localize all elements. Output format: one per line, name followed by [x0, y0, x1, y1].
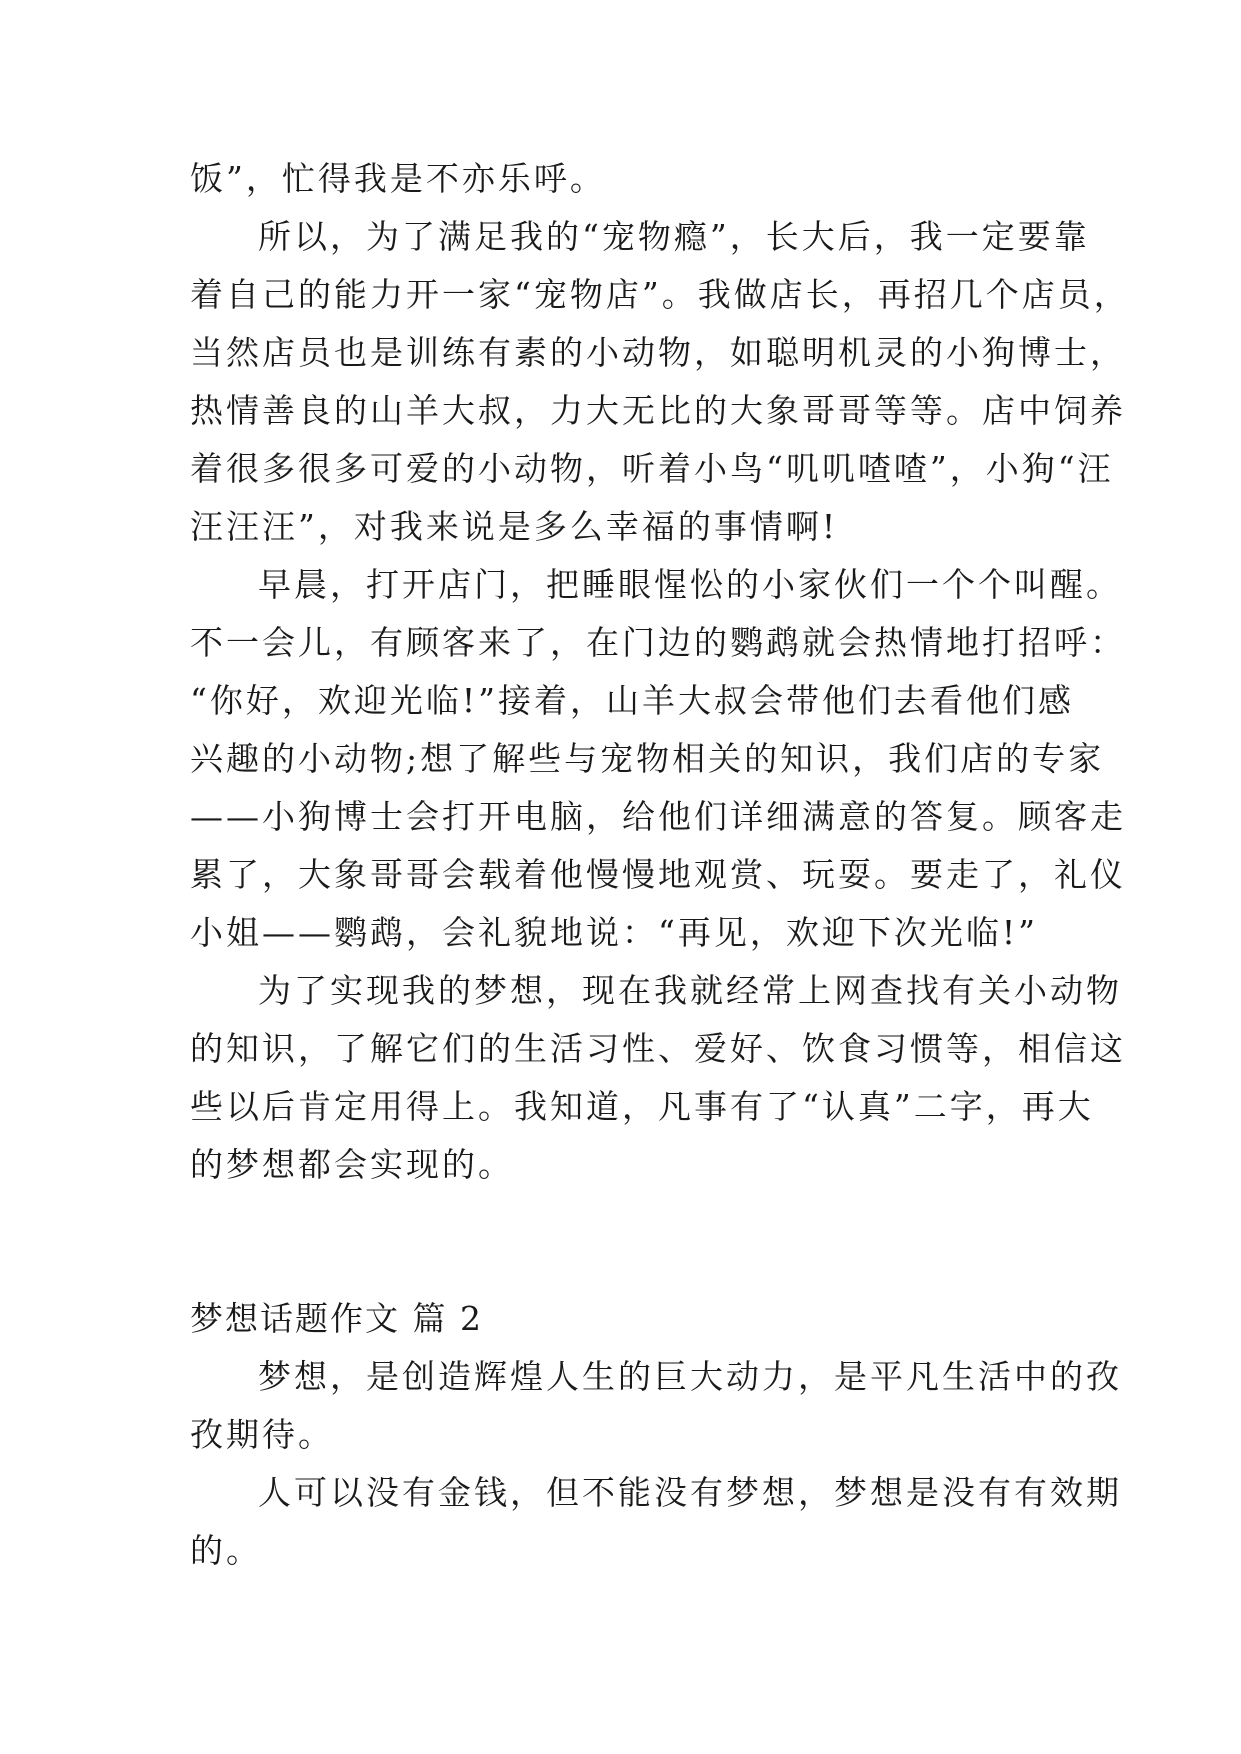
text-line: 兴趣的小动物;想了解些与宠物相关的知识，我们店的专家: [190, 739, 1105, 778]
text-line: 所以，为了满足我的“宠物瘾”，长大后，我一定要靠: [258, 217, 1090, 256]
section-gap: [190, 1194, 1066, 1290]
text-line: 的知识，了解它们的生活习性、爱好、饮食习惯等，相信这: [190, 1029, 1126, 1068]
text-line: ——小狗博士会打开电脑，给他们详细满意的答复。顾客走: [190, 797, 1126, 836]
text-line: 人可以没有金钱，但不能没有梦想，梦想是没有有效期: [258, 1473, 1122, 1512]
text-line: 早晨，打开店门，把睡眼惺忪的小家伙们一个个叫醒。: [258, 565, 1122, 604]
section-heading: 梦想话题作文 篇 2: [190, 1299, 483, 1338]
text-line: 为了实现我的梦想，现在我就经常上网查找有关小动物: [258, 971, 1122, 1010]
text-line: 小姐——鹦鹉，会礼貌地说：“再见，欢迎下次光临!”: [190, 913, 1039, 952]
text-line: 些以后肯定用得上。我知道，凡事有了“认真”二字，再大: [190, 1087, 1094, 1126]
text-line: 饭”，忙得我是不亦乐呼。: [190, 159, 606, 198]
text-line: 累了，大象哥哥会载着他慢慢地观赏、玩耍。要走了，礼仪: [190, 855, 1126, 894]
text-line: 孜期待。: [190, 1415, 334, 1454]
text-line: 不一会儿，有顾客来了，在门边的鹦鹉就会热情地打招呼：: [190, 623, 1126, 662]
text-line: 着自己的能力开一家“宠物店”。我做店长，再招几个店员，: [190, 275, 1130, 314]
text-line: 的梦想都会实现的。: [190, 1145, 514, 1184]
text-line: 汪汪汪”，对我来说是多么幸福的事情啊!: [190, 507, 839, 546]
text-line: 梦想，是创造辉煌人生的巨大动力，是平凡生活中的孜: [258, 1357, 1122, 1396]
text-line: 当然店员也是训练有素的小动物，如聪明机灵的小狗博士，: [190, 333, 1126, 372]
text-line: 着很多很多可爱的小动物，听着小鸟“叽叽喳喳”，小狗“汪: [190, 449, 1114, 488]
text-line: 热情善良的山羊大叔，力大无比的大象哥哥等等。店中饲养: [190, 391, 1126, 430]
text-line: “你好，欢迎光临!”接着，山羊大叔会带他们去看他们感: [190, 681, 1075, 720]
text-line: 的。: [190, 1531, 262, 1570]
document-page: [190, 150, 1130, 1580]
